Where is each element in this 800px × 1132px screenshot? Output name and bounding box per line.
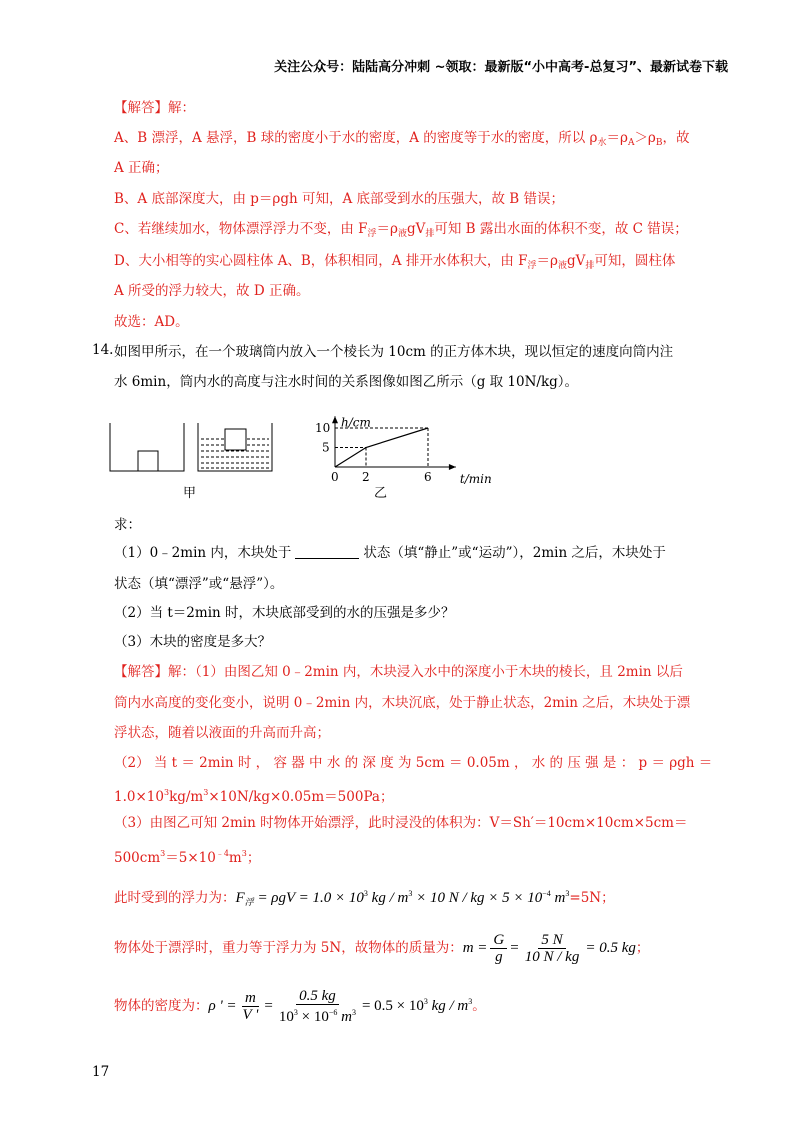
part-1-line-1: （1）0﹣2min 内，木块处于 状态（填“静止”或“运动”），2min 之后，木块处于 — [114, 545, 666, 561]
answer13-line-a1: A、B 漂浮，A 悬浮，B 球的密度小于水的密度，A 的密度等于水的密度，所以 $\rho_水=\rho_A>\rho_B$，故 — [114, 130, 690, 148]
figure-label-yi: 乙 — [374, 486, 388, 501]
part-3: （3）木块的密度是多大？ — [114, 634, 272, 650]
answer14-line-3: 浮状态，随着以液面的升高而升高； — [114, 725, 330, 741]
answer13-line-d2: A 所受的浮力较大，故 D 正确。 — [114, 283, 310, 299]
question-line-1: 如图甲所示，在一个玻璃筒内放入一个棱长为 10cm 的正方体木块，现以恒定的速度向筒内注 — [114, 344, 674, 360]
density-line: 物体的密度为：ρ ' = $\frac{m}{V '}$ = $\frac{0.5 kg}{10^3 \times 10^{-6} m^3}$ = $0.5 \times 10^3$ kg / $m^3$。 — [114, 988, 486, 1026]
answer14-line-1: 【解答】解：（1）由图乙知 0﹣2min 内，木块浸入水中的深度小于木块的棱长，且 2min 以后 — [114, 664, 683, 680]
figure-svg — [102, 393, 502, 505]
answer14-line-4: （2） 当 t ＝ 2min 时 ， 容 器 中 水 的 深 度 为 5cm ＝ 0.05m ， 水 的 压 强 是 ： p ＝ ρgh ＝ — [114, 755, 713, 771]
answer-blank — [295, 544, 359, 559]
part-1-line-2: 状态（填“漂浮”或“悬浮”）。 — [114, 576, 284, 592]
figure-area — [102, 393, 502, 509]
figure-label-jia: 甲 — [183, 486, 197, 501]
chart-group — [315, 415, 492, 486]
series-line — [335, 428, 428, 467]
x-tick-label: 2 — [362, 470, 370, 484]
answer13-heading — [114, 98, 195, 118]
answer13-line-b: B、A 底部深度大，由 p＝ρgh 可知，A 底部受到水的压强大，故 B 错误； — [114, 191, 565, 207]
answer13-line-c: C、若继续加水，物体漂浮浮力不变，由 $F_浮=\rho_液gV_排$可知 B 露出水面的体积不变，故 C 错误； — [114, 221, 688, 239]
question-number: 14. — [92, 342, 114, 358]
y-tick-label: 10 — [315, 421, 331, 435]
answer14-line-7: $500cm^3=5\times 10^{﹣4}m^3$； — [114, 849, 261, 866]
x-tick-label: 0 — [331, 470, 339, 484]
answer13-line-d1: D、大小相等的实心圆柱体 A、B，体积相同，A 排开水体积大，由 $F_浮=\rho_液gV_排$可知，圆柱体 — [114, 253, 676, 271]
density-fraction-1: $\frac{m}{V '}$ — [242, 990, 259, 1024]
container-empty — [110, 423, 184, 471]
answer-tag: 【解答】 — [114, 100, 168, 116]
container-water — [198, 423, 272, 471]
answer14-line-6: （3）由图乙可知 2min 时物体开始漂浮，此时浸没的体积为：V＝Sh′＝10cm×10cm×5cm＝ — [114, 815, 688, 831]
ask-label: 求： — [114, 517, 141, 533]
x-axis-label: t/min — [459, 472, 492, 486]
buoyancy-line: 此时受到的浮力为：$F_浮 = \rho gV = 1.0 \times 10^3$ kg / $m^3 \times 10$ N / kg × $5 \times 10^{-4}$ $m^3=5N$； — [114, 889, 615, 907]
page-number: 17 — [92, 1064, 110, 1080]
answer-jie: 解： — [168, 100, 195, 116]
answer-tag: 【解答】 — [114, 664, 168, 680]
mass-line: 物体处于漂浮时，重力等于浮力为 5N，故物体的质量为：m = $\frac{G}{g}$ = $\frac{5 N}{10 N / kg}$ = 0.5 kg； — [114, 932, 650, 966]
density-fraction-2: $\frac{0.5 kg}{10^3 \times 10^{-6} m^3}$ — [278, 988, 356, 1026]
page-header: 关注公众号：陆陆高分冲刺 ~领取：最新版“小中高考-总复习”、最新试卷下载 — [274, 60, 728, 75]
answer14-line-2: 筒内水高度的变化变小，说明 0﹣2min 内，木块沉底，处于静止状态，2min 之后，木块处于漂 — [114, 695, 691, 711]
part-2: （2）当 t＝2min 时，木块底部受到的水的压强是多少？ — [114, 605, 455, 621]
x-axis-arrow — [449, 464, 456, 470]
x-tick-label: 6 — [424, 470, 432, 484]
question-line-2: 水 6min，筒内水的高度与注水时间的关系图像如图乙所示（g 取 10N/kg）。 — [114, 374, 579, 390]
y-axis-arrow — [332, 416, 338, 423]
answer13-line-a2: A 正确； — [114, 160, 169, 176]
mass-fraction-1: $\frac{G}{g}$ — [490, 932, 507, 965]
answer13-choice: 故选：AD。 — [114, 314, 189, 330]
mass-fraction-2: $\frac{5 N}{10 N / kg}$ — [524, 932, 580, 966]
answer14-line-5: $1.0\times 10^3kg/m^3\times 10N/kg\times 0.05m=500Pa$； — [114, 788, 394, 805]
y-axis-label: h/cm — [341, 415, 371, 430]
y-tick-label: 5 — [322, 440, 330, 455]
